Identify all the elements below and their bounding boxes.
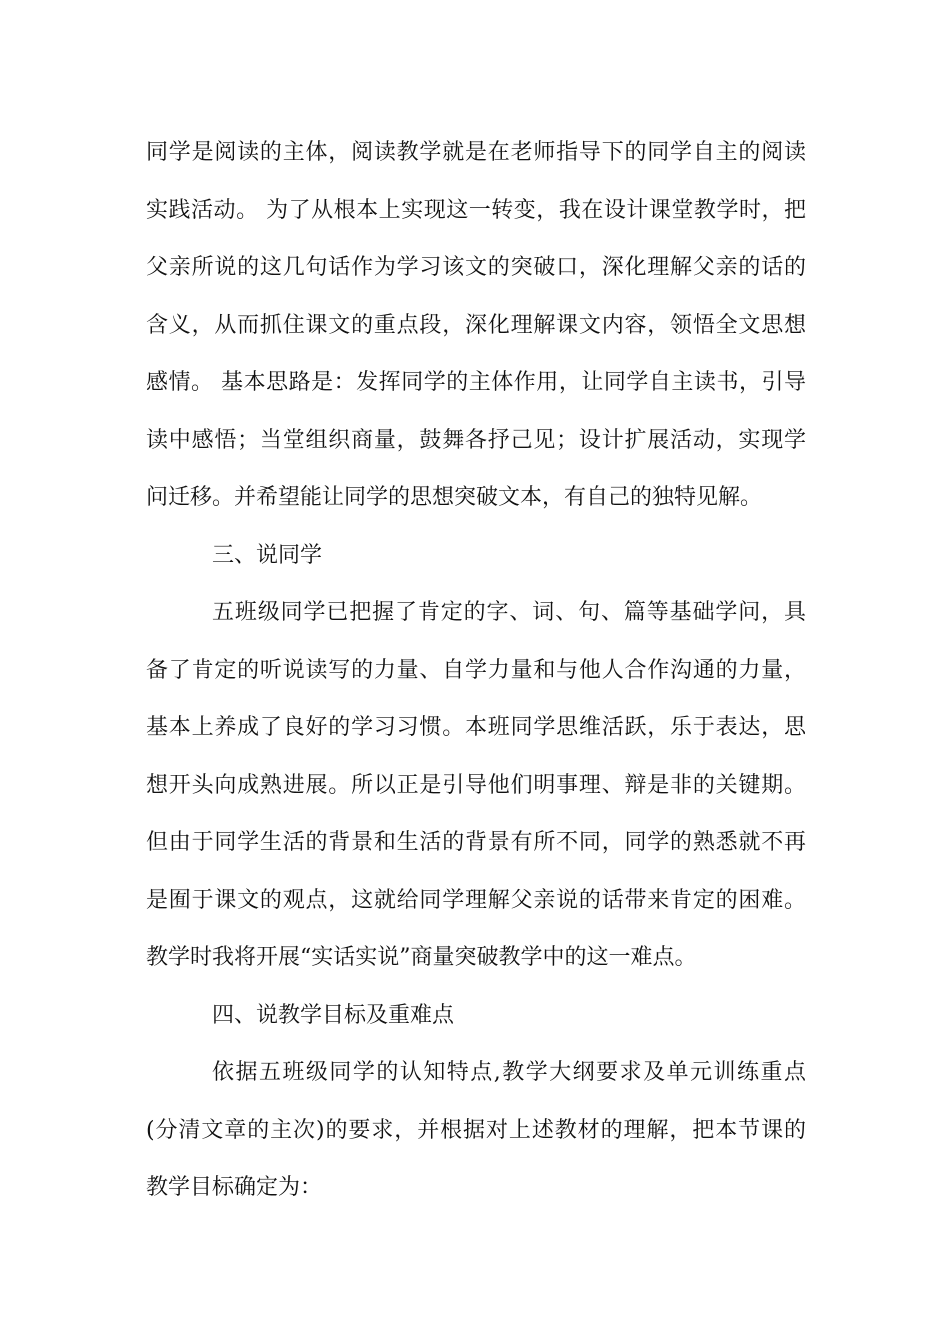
paragraph-line: 依据五班级同学的认知特点,教学大纲要求及单元训练重点	[212, 1060, 806, 1085]
paragraph-line: 但由于同学生活的背景和生活的背景有所不同，同学的熟悉就不再	[146, 830, 806, 855]
paragraph-line: 读中感悟；当堂组织商量，鼓舞各抒己见；设计扩展活动，实现学	[146, 428, 806, 453]
paragraph-line: 同学是阅读的主体，阅读教学就是在老师指导下的同学自主的阅读	[146, 140, 806, 165]
paragraph-line: 父亲所说的这几句话作为学习该文的突破口，深化理解父亲的话的	[146, 255, 806, 280]
paragraph-line: 备了肯定的听说读写的力量、自学力量和与他人合作沟通的力量，	[146, 658, 806, 683]
section-heading: 四、说教学目标及重难点	[212, 1003, 455, 1028]
paragraph-line: 问迁移。并希望能让同学的思想突破文本，有自己的独特见解。	[146, 485, 763, 510]
paragraph-line: 想开头向成熟进展。所以正是引导他们明事理、辩是非的关键期。	[146, 773, 806, 798]
paragraph-line: 五班级同学已把握了肯定的字、词、句、篇等基础学问，具	[212, 600, 806, 625]
paragraph-line: 教学时我将开展“实话实说”商量突破教学中的这一难点。	[146, 945, 697, 970]
paragraph-line: (分清文章的主次)的要求，并根据对上述教材的理解，把本节课的	[146, 1118, 806, 1143]
paragraph-line: 基本上养成了良好的学习习惯。本班同学思维活跃，乐于表达，思	[146, 715, 806, 740]
section-heading: 三、说同学	[212, 543, 323, 568]
paragraph-line: 教学目标确定为：	[146, 1175, 323, 1200]
paragraph-line: 感情。 基本思路是：发挥同学的主体作用，让同学自主读书，引导	[146, 370, 806, 395]
paragraph-line: 含义，从而抓住课文的重点段，深化理解课文内容，领悟全文思想	[146, 313, 806, 338]
paragraph-line: 实践活动。 为了从根本上实现这一转变，我在设计课堂教学时，把	[146, 198, 806, 223]
paragraph-line: 是囿于课文的观点，这就给同学理解父亲说的话带来肯定的困难。	[146, 888, 806, 913]
